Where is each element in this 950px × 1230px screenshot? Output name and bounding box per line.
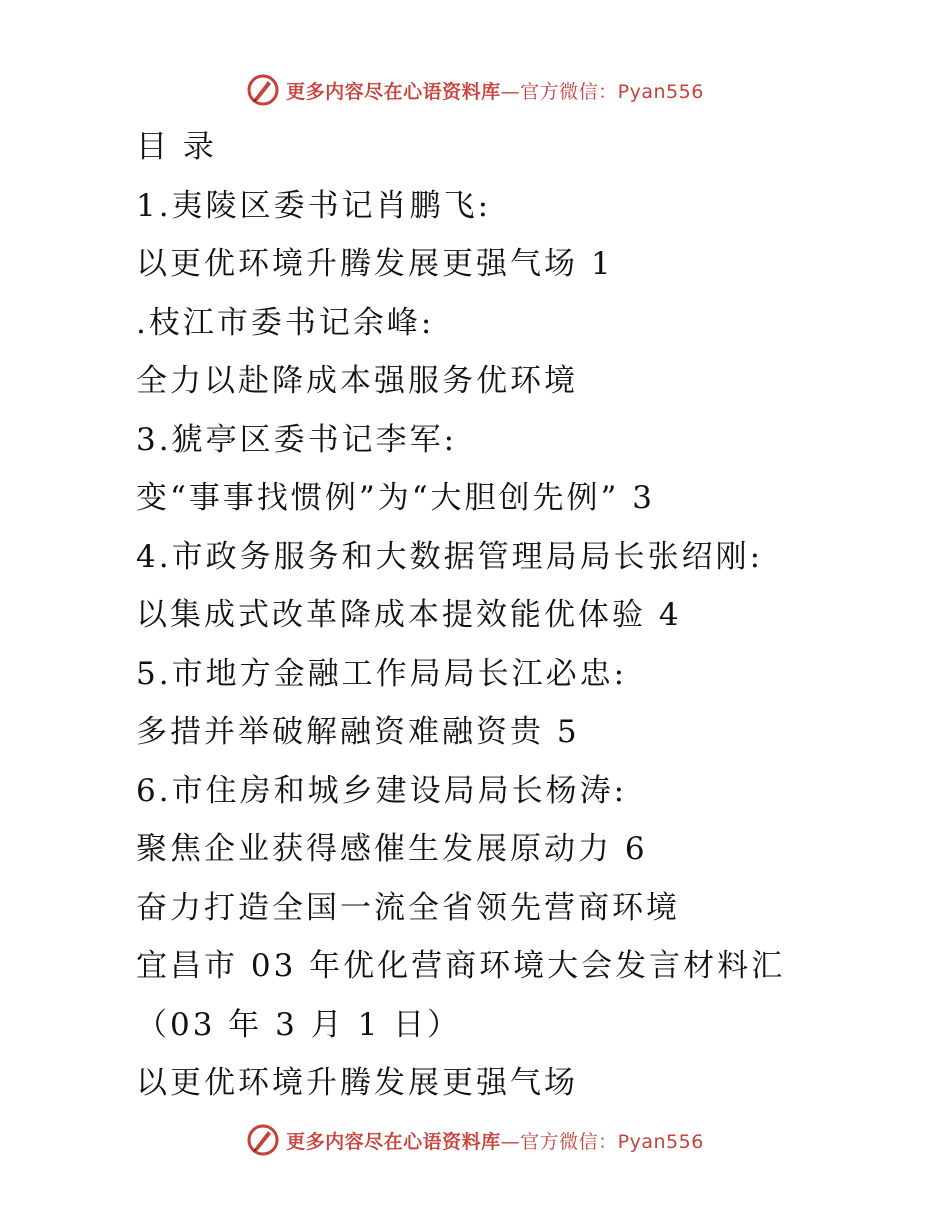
toc-line: 以更优环境升腾发展更强气场 1	[136, 246, 614, 282]
toc-line: 多措并举破解融资难融资贵 5	[136, 714, 580, 750]
toc-line: .枝江市委书记余峰:	[136, 304, 435, 341]
toc-line: 6.市住房和城乡建设局局长杨涛:	[136, 772, 628, 809]
toc-line: 聚焦企业获得感催生发展原动力 6	[136, 831, 648, 867]
toc-line: 1.夷陵区委书记肖鹏飞:	[136, 187, 492, 224]
quill-logo-icon	[246, 1123, 280, 1157]
quill-logo-icon	[246, 73, 280, 107]
toc-line: 5.市地方金融工作局局长江必忠:	[136, 655, 628, 692]
toc-line: 宜昌市 03 年优化营商环境大会发言材料汇	[136, 948, 786, 984]
header-banner	[0, 70, 950, 110]
footer-banner	[0, 1120, 950, 1160]
toc-title: 目 录	[136, 129, 217, 165]
toc-line: 变“事事找惯例”为“大胆创先例” 3	[136, 480, 655, 516]
banner-text: 更多内容尽在心语资料库—官方微信：Pyan556	[286, 1130, 704, 1153]
banner-text: 更多内容尽在心语资料库—官方微信：Pyan556	[286, 80, 704, 103]
toc-line: 全力以赴降成本强服务优环境	[136, 363, 578, 399]
toc-line: 以集成式改革降成本提效能优体验 4	[136, 597, 682, 633]
toc-line: 奋力打造全国一流全省领先营商环境	[136, 889, 680, 926]
toc-line: （03 年 3 月 1 日）	[136, 1006, 462, 1043]
toc-content	[136, 118, 916, 1113]
toc-line: 以更优环境升腾发展更强气场	[136, 1065, 578, 1101]
toc-line: 4.市政务服务和大数据管理局局长张绍刚:	[136, 538, 764, 575]
toc-line: 3.猇亭区委书记李军:	[136, 421, 458, 458]
